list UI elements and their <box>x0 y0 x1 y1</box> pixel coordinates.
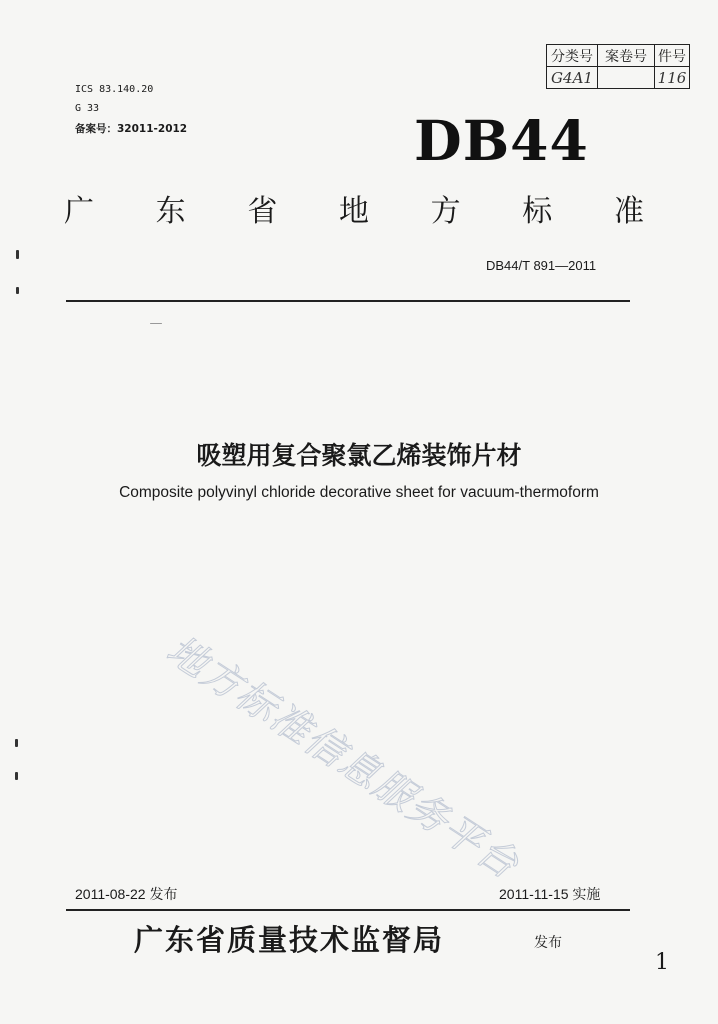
issue-date: 2011-08-22 发布 <box>75 886 178 902</box>
standard-mark: DB44 <box>414 108 589 173</box>
record-number: 备案号：32011-2012 <box>75 123 188 135</box>
page-number: 1 <box>655 950 669 975</box>
scan-speck <box>16 250 19 259</box>
standard-type-char: 准 <box>613 194 644 229</box>
archive-stamp-header-item: 件号 <box>655 45 690 67</box>
archive-stamp-header-category: 分类号 <box>547 45 598 67</box>
standard-number: DB44/T 891—2011 <box>486 258 597 273</box>
implementation-date: 2011-11-15 实施 <box>499 886 601 902</box>
archive-stamp-value-row <box>547 67 690 89</box>
standard-type-heading <box>64 186 644 230</box>
watermark-text: 地方标准信息服务平台 <box>158 627 527 889</box>
ccs-code: G 33 <box>75 103 100 114</box>
standard-type-char: 标 <box>522 194 553 229</box>
header-divider <box>66 300 630 302</box>
standard-type-char: 东 <box>155 194 186 229</box>
archive-stamp-value-file <box>598 67 655 89</box>
standard-type-char: 广 <box>64 194 94 229</box>
title-chinese: 吸塑用复合聚氯乙烯装饰片材 <box>196 441 522 470</box>
scan-speck <box>15 739 18 747</box>
standard-type-char: 省 <box>247 194 278 229</box>
issuing-authority: 广东省质量技术监督局 <box>134 923 445 957</box>
archive-stamp-value-item: 116 <box>655 67 690 89</box>
archive-stamp-header-file: 案卷号 <box>598 45 655 67</box>
scan-speck <box>150 323 162 324</box>
footer-divider <box>66 909 630 911</box>
standard-type-char: 方 <box>430 194 461 229</box>
ics-code: ICS 83.140.20 <box>75 84 154 95</box>
scan-speck <box>15 772 18 780</box>
archive-stamp-value-category: G4A1 <box>547 67 598 89</box>
title-english: Composite polyvinyl chloride decorative sheet for vacuum-thermoform <box>119 484 599 501</box>
archive-stamp-table <box>546 44 690 89</box>
issuer-suffix: 发布 <box>534 935 562 951</box>
archive-stamp-header-row <box>547 45 690 67</box>
standard-type-char: 地 <box>338 194 369 229</box>
scan-speck <box>16 287 19 294</box>
